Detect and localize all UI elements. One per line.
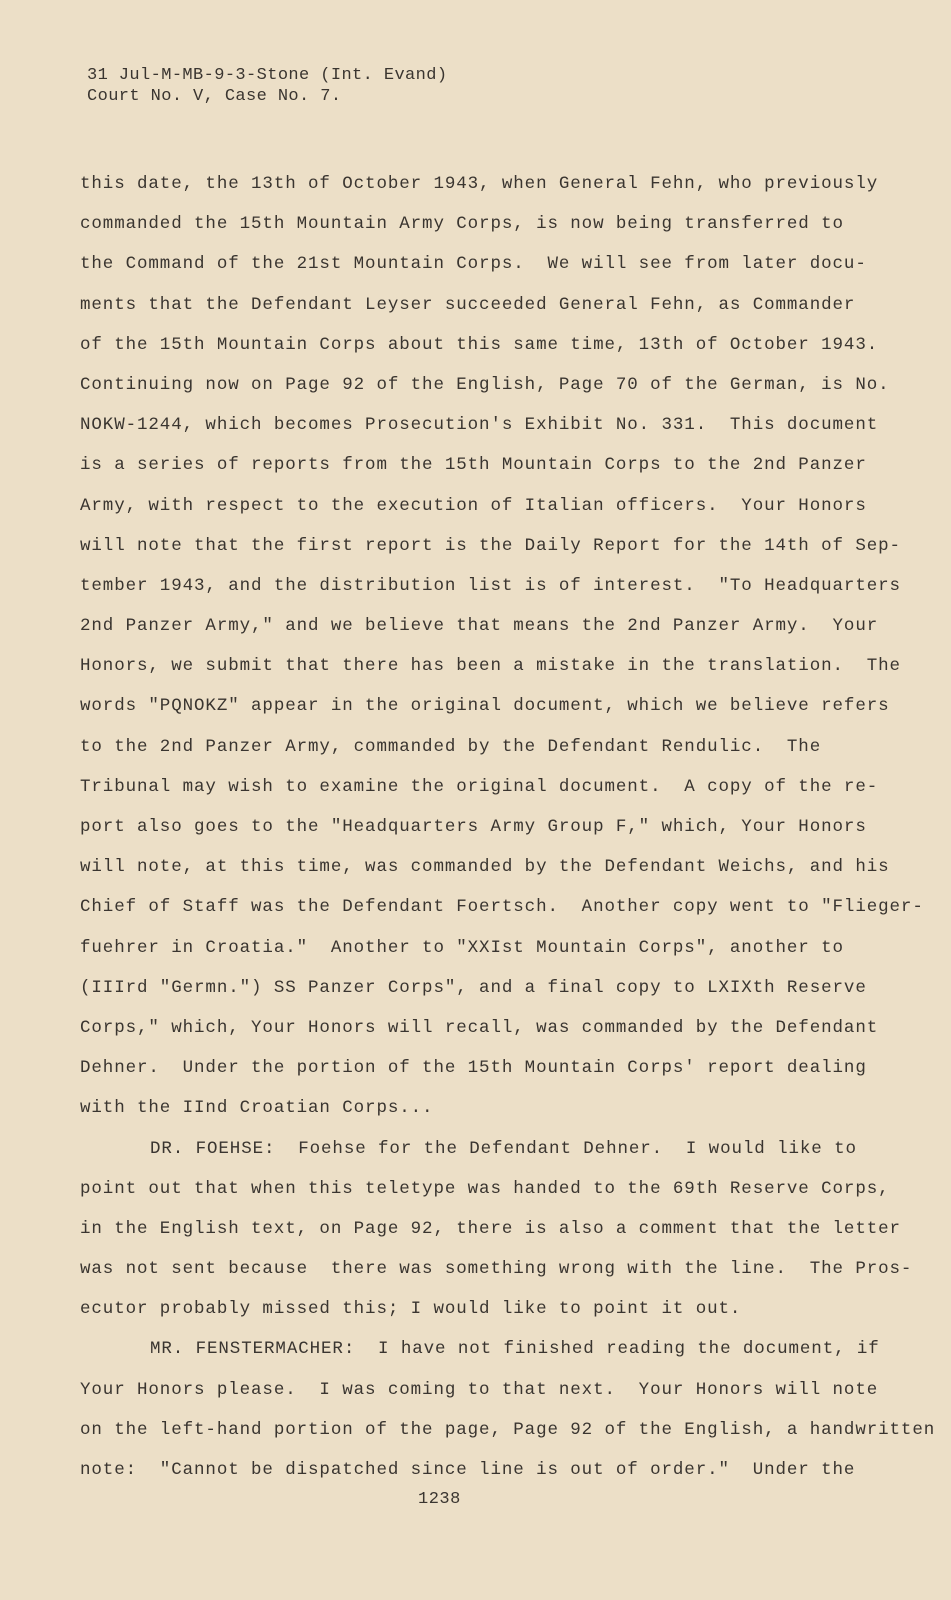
header-line-1: 31 Jul-M-MB-9-3-Stone (Int. Evand): [87, 66, 448, 85]
text-line: 2nd Panzer Army," and we believe that means the 2nd Panzer Army. Your: [80, 616, 879, 637]
text-line: (IIIrd "Germn.") SS Panzer Corps", and a final copy to LXIXth Reserve: [80, 977, 867, 998]
text-line: will note that the first report is the Daily Report for the 14th of Sep-: [80, 535, 901, 556]
text-line: in the English text, on Page 92, there is also a comment that the letter: [80, 1218, 901, 1239]
document-body: [80, 172, 940, 1498]
text-line: DR. FOEHSE: Foehse for the Defendant Dehner. I would like to: [150, 1138, 857, 1159]
header-line-2: Court No. V, Case No. 7.: [87, 87, 342, 106]
text-line: Dehner. Under the portion of the 15th Mountain Corps' report dealing: [80, 1058, 867, 1079]
text-line: Army, with respect to the execution of Italian officers. Your Honors: [80, 495, 867, 516]
text-line: this date, the 13th of October 1943, when General Fehn, who previously: [80, 174, 879, 194]
text-line: of the 15th Mountain Corps about this same time, 13th of October 1943.: [80, 334, 879, 355]
text-line: to the 2nd Panzer Army, commanded by the Defendant Rendulic. The: [80, 736, 822, 757]
text-line: is a series of reports from the 15th Mountain Corps to the 2nd Panzer: [80, 455, 867, 476]
text-line: on the left-hand portion of the page, Page 92 of the English, a handwritten: [80, 1419, 936, 1440]
text-line: Chief of Staff was the Defendant Foertsch. Another copy went to "Flieger-: [80, 897, 924, 918]
text-line: Continuing now on Page 92 of the English, Page 70 of the German, is No.: [80, 374, 890, 395]
text-line: was not sent because there was something wrong with the line. The Pros-: [80, 1259, 913, 1280]
text-line: tember 1943, and the distribution list is of interest. "To Headquarters: [80, 575, 901, 596]
text-line: port also goes to the "Headquarters Army Group F," which, Your Honors: [80, 817, 867, 837]
text-line: ecutor probably missed this; I would like to point it out.: [80, 1299, 742, 1320]
text-line: the Command of the 21st Mountain Corps. We will see from later docu-: [80, 254, 867, 275]
text-line: MR. FENSTERMACHER: I have not finished reading the document, if: [150, 1339, 880, 1360]
text-line: fuehrer in Croatia." Another to "XXIst Mountain Corps", another to: [80, 937, 844, 958]
text-line: words "PQNOKZ" appear in the original document, which we believe refers: [80, 696, 890, 717]
text-line: NOKW-1244, which becomes Prosecution's Exhibit No. 331. This document: [80, 415, 879, 436]
text-line: Honors, we submit that there has been a mistake in the translation. The: [80, 656, 901, 677]
text-line: note: "Cannot be dispatched since line is out of order." Under the: [80, 1460, 856, 1480]
text-line: commanded the 15th Mountain Army Corps, is now being transferred to: [80, 214, 844, 235]
text-line: with the IInd Croatian Corps...: [80, 1098, 434, 1119]
text-line: Corps," which, Your Honors will recall, was commanded by the Defendant: [80, 1017, 879, 1038]
text-line: Tribunal may wish to examine the original document. A copy of the re-: [80, 776, 879, 797]
text-line: will note, at this time, was commanded by the Defendant Weichs, and his: [80, 857, 890, 878]
text-line: point out that when this teletype was handed to the 69th Reserve Corps,: [80, 1178, 890, 1199]
text-line: ments that the Defendant Leyser succeeded General Fehn, as Commander: [80, 294, 856, 315]
page-number: 1238: [418, 1490, 461, 1509]
text-line: Your Honors please. I was coming to that next. Your Honors will note: [80, 1379, 879, 1400]
